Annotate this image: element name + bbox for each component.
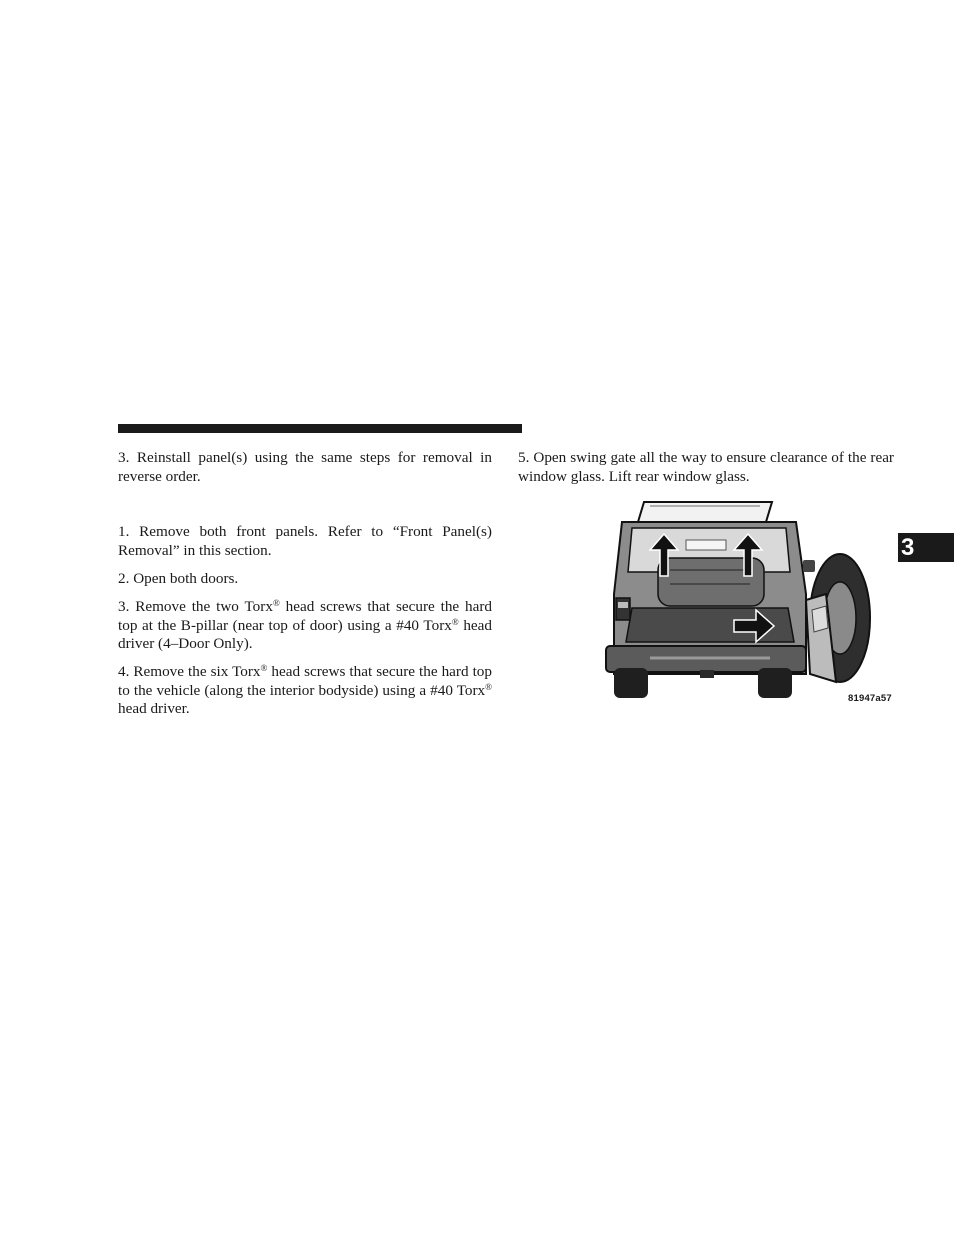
step-reinstall: 3. Reinstall panel(s) using the same steps for removal in reverse order. [118, 449, 492, 485]
step-3-part-a: 3. Remove the two Torx [118, 598, 273, 615]
step-3-part-b: head screws that secure the hard top at the B-pillar (near top of door) using a #40 Torx [118, 598, 492, 634]
figure-code: 81947a57 [848, 693, 892, 704]
step-4-part-b: head screws that secure the hard top to the vehicle (along the interior bodyside) using a #40 Torx [118, 663, 492, 699]
step-2: 2. Open both doors. [118, 570, 239, 587]
registered-mark: ® [451, 616, 459, 627]
step-4 [118, 663, 492, 719]
vehicle-rear-figure [600, 498, 890, 708]
vehicle-rear-swing-gate-icon [600, 498, 890, 708]
registered-mark: ® [485, 681, 492, 692]
step-1: 1. Remove both front panels. Refer to “Front Panel(s) Removal” in this section. [118, 523, 492, 559]
step-5: 5. Open swing gate all the way to ensure clearance of the rear window glass. Lift rear window glass. [518, 449, 894, 485]
section-rule [118, 424, 522, 433]
registered-mark: ® [272, 598, 280, 608]
step-4-part-a: 4. Remove the six Torx [118, 663, 261, 680]
step-3-part-c: head driver (4–Door Only). [118, 616, 492, 653]
step-3 [118, 598, 492, 654]
registered-mark: ® [260, 663, 268, 673]
step-4-part-c: head driver. [118, 700, 190, 718]
chapter-tab: 3 [898, 533, 954, 562]
